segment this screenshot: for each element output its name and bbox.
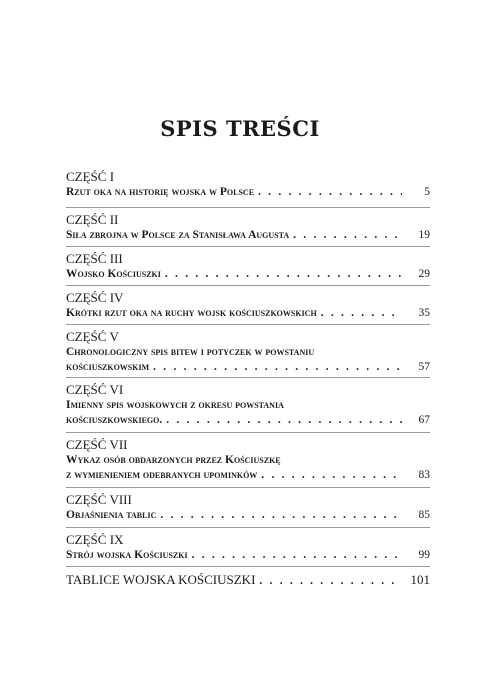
toc-entry-line-2[interactable] [66, 468, 430, 483]
page-number: 99 [418, 549, 430, 561]
part-heading: CZĘŚĆ I [66, 169, 115, 184]
entry-title: Siła zbrojna w Polsce za Stanisława Augusta [66, 229, 290, 241]
leader-dots [258, 185, 402, 200]
divider [66, 324, 430, 325]
leader-dots [293, 228, 402, 243]
page-number: 101 [410, 572, 430, 587]
toc-entry[interactable] [66, 548, 430, 563]
toc-section-3 [66, 251, 430, 282]
leader-dots [259, 573, 402, 589]
page-title: SPIS TREŚCI [160, 116, 320, 141]
toc-entry-line-1[interactable] [66, 398, 430, 413]
divider [66, 246, 430, 247]
toc-section-8 [66, 492, 430, 523]
entry-title: Strój wojska Kościuszki [66, 549, 188, 561]
toc-section-1 [66, 169, 430, 200]
entry-title: Chronologiczny spis bitew i potyczek w powstaniu [66, 346, 315, 358]
entry-title-cont: kościuszkowskim [66, 361, 150, 373]
divider [66, 207, 430, 208]
entry-title: Wykaz osób obdarzonych przez Kościuszkę [66, 454, 281, 466]
leader-dots [153, 360, 402, 375]
part-heading: CZĘŚĆ IV [66, 290, 124, 305]
toc-entry[interactable] [66, 228, 430, 243]
part-heading: CZĘŚĆ II [66, 212, 119, 227]
leader-dots [165, 267, 402, 282]
leader-dots [261, 468, 402, 483]
entry-title: Imienny spis wojskowych z okresu powstania [66, 399, 284, 411]
page-number: 57 [418, 361, 430, 373]
entry-title-cont: z wymienieniem odebranych upominków [66, 469, 258, 481]
entry-title-cont: kościuszkowskiego. [66, 414, 163, 426]
leader-dots [321, 306, 402, 321]
divider [66, 377, 430, 378]
divider [66, 527, 430, 528]
toc-section-2 [66, 212, 430, 243]
page-number: 83 [418, 469, 430, 481]
toc-entry-line-1[interactable] [66, 453, 430, 468]
part-heading: CZĘŚĆ VI [66, 382, 124, 397]
toc-section-5 [66, 329, 430, 375]
toc-section-7 [66, 437, 430, 483]
page-number: 29 [418, 268, 430, 280]
toc-section-6 [66, 382, 430, 428]
page-number: 85 [418, 509, 430, 521]
part-heading: CZĘŚĆ VIII [66, 492, 132, 507]
entry-title: Krótki rzut oka na ruchy wojsk kościuszkowskich [66, 307, 317, 319]
page-number: 35 [418, 307, 430, 319]
page-number: 5 [424, 186, 430, 198]
divider [66, 432, 430, 433]
toc-entry-tables[interactable] [66, 572, 430, 589]
toc-entry[interactable] [66, 185, 430, 200]
divider [66, 285, 430, 286]
toc-entry[interactable] [66, 267, 430, 282]
part-heading: CZĘŚĆ VII [66, 437, 128, 452]
entry-title: Wojsko Kościuszki [66, 268, 161, 280]
leader-dots [160, 508, 402, 523]
divider [66, 487, 430, 488]
page-number: 19 [418, 229, 430, 241]
divider [66, 566, 430, 567]
page-number: 67 [418, 414, 430, 426]
leader-dots [192, 548, 402, 563]
toc-section-9 [66, 532, 430, 563]
entry-title: TABLICE WOJSKA KOŚCIUSZKI [66, 572, 256, 587]
toc-entry[interactable] [66, 306, 430, 321]
leader-dots [166, 413, 402, 428]
toc-entry-line-2[interactable] [66, 360, 430, 375]
toc-entry-line-1[interactable] [66, 345, 430, 360]
part-heading: CZĘŚĆ V [66, 329, 119, 344]
toc-section-4 [66, 290, 430, 321]
part-heading: CZĘŚĆ IX [66, 532, 124, 547]
entry-title: Objaśnienia tablic [66, 509, 157, 521]
entry-title: Rzut oka na historię wojska w Polsce [66, 186, 255, 198]
part-heading: CZĘŚĆ III [66, 251, 123, 266]
toc-entry[interactable] [66, 508, 430, 523]
toc-entry-line-2[interactable] [66, 413, 430, 428]
